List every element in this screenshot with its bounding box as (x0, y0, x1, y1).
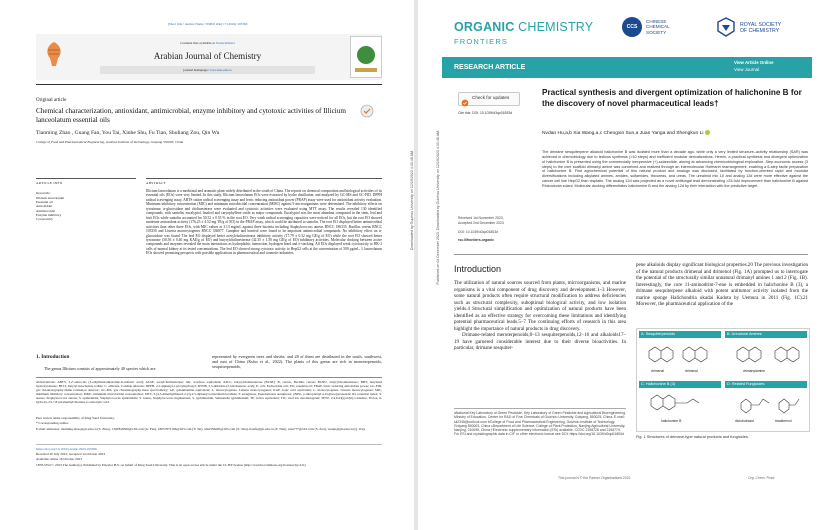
rsc-line: ROYAL SOCIETY (740, 22, 782, 28)
check-updates-icon (461, 94, 469, 112)
rsc-link[interactable]: rsc.li/frontiers-organic (458, 238, 494, 242)
doi-link[interactable]: https://doi.org/10.1016/j.arabjc.2023.105366 (36, 447, 97, 451)
email-addresses: E-mail addresses: tianming.zhao@git.edu.cn (T. Zhao), 1360818506@163.com (G. Fan), 18057872166@163.com (Y. Tai), xin2356695@163.com (X. Shu), tianfu@git.edu.cn (F. Tian), zsus777@163.com (S. Zou), wuqin@git.edu.cn (Q. Wu). (36, 427, 366, 431)
sciencedirect-link[interactable]: ScienceDirect (215, 41, 235, 45)
right-page (418, 0, 831, 530)
structure-label: triadimenol (775, 419, 792, 423)
info-rule (36, 178, 136, 179)
structure-label: drimenal (651, 369, 665, 373)
structure-label: drimenol (685, 369, 699, 373)
figure-caption: Fig. 1 Structures of drimane-type natural products and fungicides. (636, 434, 749, 439)
keywords-label: Keywords: (36, 191, 51, 195)
footnote-rule (454, 408, 626, 409)
intro-paragraph: Drimane-related meroterpenoids,8–13 sesquiterpenoids,12–16 and alkaloids17–19 have garnered considerable interest due to their diverse bioactivities. In particular, drimane sesquiter- (454, 332, 626, 352)
abstract-heading: ABSTRACT (146, 181, 167, 185)
keyword-item: Antimicrobial (36, 208, 56, 213)
brand-sub: FRONTIERS (454, 37, 509, 46)
received-date: Received 1st November 2023, (458, 216, 504, 220)
right-download-stamp: Published on 04 December 2023. Downloaded by Guizhou University on 12/19/2023 4:33:48 AM. (436, 130, 440, 285)
view-journal-link[interactable]: View Journal (734, 67, 760, 72)
intro-column-1 (454, 280, 626, 352)
header-end-rule (454, 254, 808, 255)
intro-column-2: pene alkaloids display significant biological properties.20 The previous investigation of the natural products drimenal and drimenol (Fig. 1A) prompted us to interrogate the potential of the structurally similar unnatural drimanyl amines 1 and 2 (Fig. 1B). Interestingly, the core 11-aminodrim-7-ene is embedded in halichonine B (3), a drimane sesquiterpene alkaloid with potent antitumor activity isolated from the marine sponge Halichondria okadai Kadota by Uemura in 2011 (Fig. 1C).21 Moreover, the pharmaceutical application of the (636, 262, 808, 308)
abstract-rule (146, 178, 382, 179)
brand-light: CHEMISTRY (518, 20, 594, 34)
homepage-link[interactable]: www.ksu.edu.sa (209, 68, 232, 72)
article-affiliation: College of Food and Pharmaceutical Engineering, Guizhou Institute of Technology, Guiyang 550003, China (36, 140, 184, 144)
rsc-line: OF CHEMISTRY (740, 28, 780, 35)
intro-paragraph: The utilization of natural sources sourced from plants, microorganisms, and marine organisms is a vital component of drug discovery and development.1–3 However, some natural products often require structural modification to address deficiencies such as structural complexity, suboptimal biological activity, and low isolation yields.4 Structural simplification and optimization of natural products have been identified as an effective strategy for overcoming these limitations and identifying potential pharmaceutical leads.5–7 The continuing efforts of research in this area highlight the importance of natural products in drug discovery. (454, 280, 626, 332)
figure-panel-label: B. Unnatural Amines (727, 332, 762, 336)
article-authors: Tianming Zhao , Guang Fan, You Tai, Xinhe Shu, Fu Tian, Shuliang Zou, Qin Wu (36, 130, 220, 136)
cite-this: Cite this: DOI: 10.1039/d3qo01853d (458, 111, 513, 115)
intro-column-2: represented by evergreen trees and shrubs, and 28 of them are distributed in the south, southwest, and east of China (Kubo et al., 2022). The plants of this genus are rich in monoterpenoids, sesquiterpenoids, (212, 354, 382, 370)
journal-brand (454, 20, 593, 34)
figure-panel-label: C. Halichonine B (3) (641, 382, 675, 386)
introduction-heading: Introduction (454, 264, 502, 274)
bottom-rule (36, 444, 382, 445)
brand-bold: ORGANIC (454, 20, 515, 34)
ccs-logo-text (646, 19, 670, 35)
left-page (0, 0, 415, 530)
structure-label: drimanylamine (743, 369, 766, 373)
doi-small[interactable]: DOI: 10.1039/d3qo01853d (458, 230, 498, 234)
ccs-line: CHINESE (646, 19, 667, 24)
received-dates: Received 20 July 2023; Accepted 14 October 2023 (36, 452, 106, 456)
ccs-line: SOCIETY (646, 29, 667, 35)
header-rule (36, 84, 382, 85)
check-updates-label: Check for updates (472, 95, 510, 100)
ccs-line: CHEMICAL (646, 24, 670, 30)
view-article-online-link[interactable]: View Article Online (734, 60, 774, 65)
ccs-logo-abbr: CCS (626, 24, 638, 30)
orcid-icon[interactable] (705, 130, 710, 135)
introduction-heading: 1. Introduction (36, 354, 70, 360)
left-download-stamp: Downloaded by Guizhou University on 12/19/2023 4:33:48 AM. (410, 150, 414, 251)
article-authors (542, 130, 710, 136)
rsc-logo-text (740, 22, 781, 34)
footer-journal: Org. Chem. Front. (748, 476, 776, 480)
abstract-text: Illicium lanceolatum is a medicinal and aromatic plant widely distributed in the south of China. The reports on chemical composition and biological activities of its essential oils (EOs) were very limited. In this study, Illicium lanceolatum EOs were extracted by hydro distillation, and analyzed by GC-MS and GC-FID. DPPH radical scavenging assay, ABTS cation radical scavenging assay and ferric reducing antioxidant power (FRAP) assay were used for antioxidant activity evaluation. Minimum inhibitory concentration (MIC) and minimum microbicidal concentration (MMC) against 9 microorganisms were determined. The inhibitory effects on tyrosinase, α-glucosidase and cholinesterase were evaluated and cytotoxic activities were evaluated using MTT assay. The results revealed 130 identified compounds, with santolin, eucalyptol, linalool and caryophyllene oxide as major compounds. Eucalyptol was the most abundant compound in the stem, leaf and fruit EOs while santolin accounted for 50.52 ± 0.53 % in the root EO. Very weak radical scavenging capacities were noticed for all EOs, but the root EO showed moderate antioxidant activity (176.23 ± 4.52 mg TE/g of EO) in the FRAP assay, which could be attributed to santolin. The root EO displayed better antimicrobial activities than other three EOs, with MIC values at 3.13 mg/mL against three bacteria including Staphylococcus aureus BNCC 186335, Bacillus cereus BNCC 103350 and Listeria monocytogenes BNCC 336877. Camphor and borneol were found to be important antimicrobial compounds. No inhibitory effect on α-glucosidase was found. The leaf EO displayed better acetylcholinesterase inhibitory activity (17.79 ± 0.32 mg GE/g of EO) while the root EO showed better tyrosinase (30.56 ± 0.40 mg KAE/g of EO) and butyrylcholinesterase (42.35 ± 1.50 mg GE/g of EO) inhibitory activities. Molecular docking between active compounds and enzymes revealed the main interactions as hydrophobic interaction, hydrogen bond and π-stacking. All EOs displayed weak cytotoxicity to HK-2 cells of normal kidney at its tested concentrations. The leaf EO showed strong cytotoxic activity to HepG2 cells at the concentration of 500 μg/mL. I. lanceolatum EOs showed promising prospects with possible applications in pharmaceutical and cosmetic industries. (146, 189, 382, 256)
running-header: [Short title • Author Name • PMID title] 17 (2024) 105366 (167, 22, 248, 26)
corresponding-note: * Corresponding author. (36, 421, 69, 425)
journal-cover-thumbnail (350, 36, 382, 78)
authors-text: Nvdan Hu,a,b Xia Wang,a,c Chengxin Sun,a Juan Yanga and Shengkun Li (542, 130, 704, 136)
article-title: Chemical characterization, antioxidant, antimicrobial, enzyme inhibitory and cytotoxic activities of Illicium lanceolatum essential oils (36, 107, 346, 124)
homepage-prefix: journal homepage: (183, 68, 209, 72)
figure-1-structures (637, 329, 809, 431)
keyword-item: Cytotoxicity (36, 217, 53, 222)
keyword-item: Antioxidant (36, 204, 53, 209)
abstract-text: The drimane sesquiterpene alkaloid halichonine B was isolated more than a decade ago, while only a very limited structure–activity relationship (SAR) was achieved in chemobiology due to tedious synthesis (>10 steps) and inefficient modular derivatizations. Herein, a practical synthesis and divergent optimization of halichonine B is presented using the commercially inexpensive (+)-sclareolide, aiming at advancing chemicobiological exploration. Step-economic access (3 steps) to the core scaffold drimanyl amine was conceived and realized through an intermolecular Hofmann rearrangement, enabling a 6-step facile preparation of halichonine B. First agrochemical potential of this natural product and analogs was disclosed, facilitated by function-oriented rapid and modular diversifications including alkylated amines, amides, sulfamides, thioureas, and ureas. The urealmid mic 10 and analog 12d were more effective against the cancer cell line HepG2 than cisplatin. The analog 12d was projected as a novel antifungal lead demonstrating >25-fold improvement than halichonine B against Rhizoctonia solani. Molecular docking differentiates halichonine B and the analog 12d by their interaction with the predictive target. (542, 150, 808, 188)
figure-panel-label: D. Related Fungicides (727, 382, 765, 386)
article-info-heading: ARTICLE INFO (36, 181, 63, 185)
figure-1 (636, 328, 810, 432)
contents-prefix: Contents lists available at (180, 41, 215, 45)
keywords-list (36, 196, 64, 221)
accepted-date: Accepted 2nd December 2023 (458, 221, 504, 225)
structure-label: halichonine B (661, 419, 682, 423)
peer-review-note: Peer review under responsibility of King Saud University. (36, 416, 115, 420)
rsc-logo-icon (716, 17, 736, 42)
intro-column-1: The genus Illicium consists of approximately 40 species which are (44, 366, 156, 371)
figure-panel-label: A. Sesquiterpenoids (641, 332, 675, 336)
keyword-item: Essential oil (36, 200, 53, 205)
research-article-label: RESEARCH ARTICLE (454, 64, 526, 71)
keyword-item: Illicium lanceolatum (36, 196, 65, 200)
footer-copyright: This journal is © the Partner Organisations 2023 (558, 476, 631, 480)
article-type: Original article (36, 98, 67, 103)
affiliation-footnotes: aNational Key Laboratory of Green Pesticide, Key Laboratory of Green Pesticide and Agricultural Bioengineering, Ministry of Education, Center for R&D of Fine Chemicals of Guizhou University, Guiyang, 550025, China. E-mail: sli2345@outlook.com bCollege of Food and Pharmaceutical Engineering, Guizhou Institute of Technology, Guiyang 550003, China cDepartment of Life Science, College of Plant Protection, Nanjing Agricultural University, Nanjing, 210095, China †Electronic supplementary information (ESI) available. CCDC 2158726 and 2158779. For ESI and crystallographic data in CIF or other electronic format see DOI: https://doi.org/10.1039/d3qo01853d (454, 411, 626, 437)
abbreviations-footnote: Abbreviations: ABTS, 2,2′-azino-bis (3-ethylbenzothiazoline-6-sulfonic acid); AChE, acetylcholinesterase; AK, acarbose equivalent; ATCC, butyrylcholinesterase (BChE); B. cereus, Bacillus cereus; BCNU, butyrylcholinesterase; BHT, butylated hydroxytoluene; BTCI, butyryl thiocholine iodide; C. albicans, Candida albicans; DPPH, 2,2-diphenyl-1-picrylhydrazyl; DTNB, 5,5-dithiobis-(2-nitrobenzoic acid); E. coli, Escherichia coli; EO, essential oil; FRAP, ferric reducing antioxidant power; GC-FID, gas chromatography-flame ionization detector; GC-MS, gas chromatography-mass spectrometry; GE, galanthamine equivalent; L. monocytogenes, Listeria monocytogenes; KAE, kojic acid equivalent; L. monocytogenes, Listeria monocytogenes; MIC, minimum inhibitory concentration; MMC, minimum microbicidal concentration; MTT, 3-(4,5-dimethylthiazol-2-yl)-2,5-diphenyl tetrazolium bromide; P. aeruginosa, Pseudomonas aeruginosa; pNPG, p-nitrophenyl-α-D-glucopyranoside; RI, retention index; S. aureus, Staphylococcus aureus; S. epidermidis, Staphylococcus epidermidis; S. louisa, Staphylococcus lugdunensis; S. typhimurium, Salmonella typhimurium; TE, trolox equivalent; TIC, total ion chromatogram; TPTZ, 2,4,6-tri(pyridyl)-s-triazine; Trolox, 6-hydroxy-2,5,7,8-tetramethylchroman-2-carboxylic acid. (36, 380, 382, 405)
check-updates-icon[interactable] (360, 104, 374, 123)
structure-label: diclobutrazol (735, 419, 755, 423)
license-text: 1878-5352/© 2023 The Author(s). Published by Elsevier B.V. on behalf of King Saud University. This is an open access article under the CC BY license (http://creativecommons.org/licenses/by/4.0/). (36, 463, 307, 467)
article-title: Practical synthesis and divergent optimization of halichonine B for the discovery of novel pharmaceutical leads† (542, 88, 802, 108)
footnote-rule (36, 377, 382, 378)
keyword-item: Enzyme inhibitory (36, 212, 62, 217)
journal-name: Arabian Journal of Chemistry (153, 51, 262, 61)
available-online: Available online 18 October 2023 (36, 457, 82, 461)
